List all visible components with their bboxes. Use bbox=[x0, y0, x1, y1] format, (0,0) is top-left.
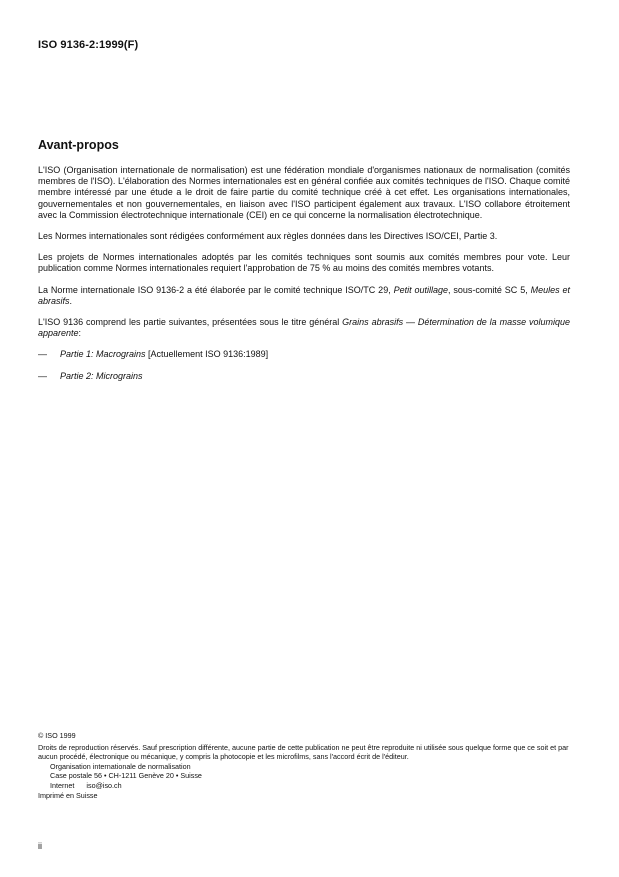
list-item-label: Partie 2: Micrograins bbox=[60, 370, 143, 381]
dash-bullet: — bbox=[38, 370, 47, 381]
copyright-line: © ISO 1999 bbox=[38, 731, 76, 740]
section-heading: Avant-propos bbox=[38, 138, 119, 152]
emphasis-text: Petit outillage bbox=[393, 284, 449, 295]
paragraph-4: La Norme internationale ISO 9136-2 a été élaborée par le comité technique ISO/TC 29, Petit outillage, sous-comité SC 5, Meules et abrasifs. bbox=[38, 284, 570, 306]
list-item bbox=[38, 349, 570, 360]
postal-address: Case postale 56 • CH-1211 Genève 20 • Suisse bbox=[50, 771, 202, 781]
emphasis-text: Meules et abrasifs bbox=[38, 284, 570, 306]
foreword-body bbox=[38, 165, 570, 392]
paragraph-1: L'ISO (Organisation internationale de normalisation) est une fédération mondiale d'organismes nationaux de normalisation (comités membres de l'ISO). L'élaboration des Normes internationales est en général confiée aux comités techniques de l'ISO. Chaque comité membre intéressé par une étude a le droit de faire partie du comité technique créé à cet effet. Les organisations internationales, gouvernementales et non gouvernementales, en liaison avec l'ISO participent également aux travaux. L'ISO collabore étroitement avec la Commission électrotechnique internationale (CEI) en ce qui concerne la normalisation électrotechnique. bbox=[38, 165, 570, 220]
internet-email[interactable]: iso@iso.ch bbox=[86, 780, 122, 790]
org-name: Organisation internationale de normalisation bbox=[50, 761, 191, 771]
list-item bbox=[38, 371, 570, 382]
paragraph-5: L'ISO 9136 comprend les partie suivantes, présentées sous le titre général Grains abrasifs — Détermination de la masse volumique apparente: bbox=[38, 317, 570, 339]
page-number: ii bbox=[38, 841, 42, 851]
copyright-footer bbox=[38, 731, 578, 800]
printed-in: Imprimé en Suisse bbox=[38, 790, 98, 800]
paragraph-3: Les projets de Normes internationales adoptés par les comités techniques sont soumis aux comités membres pour vote. Leur publication comme Normes internationales requiert l'approbation de 75 % au moins des comités membres votants. bbox=[38, 252, 570, 274]
internet-label: Internet bbox=[50, 780, 75, 790]
rights-text: Droits de reproduction réservés. Sauf prescription différente, aucune partie de cette publication ne peut être reproduite ni utilisée sous quelque forme que ce soit et par aucun procédé, électronique ou mécanique, y compris la photocopie et les microfilms, sans l'accord écrit de l'éditeur. bbox=[38, 742, 569, 762]
paragraph-2: Les Normes internationales sont rédigées conformément aux règles données dans les Directives ISO/CEI, Partie 3. bbox=[38, 231, 498, 242]
dash-bullet: — bbox=[38, 349, 47, 360]
document-id: ISO 9136-2:1999(F) bbox=[38, 39, 139, 51]
emphasis-text: Grains abrasifs — Détermination de la masse volumique apparente bbox=[38, 317, 570, 339]
list-item-label: Partie 1: Macrograins bbox=[60, 349, 146, 360]
internet-row bbox=[38, 781, 578, 791]
list-item-note: [Actuellement ISO 9136:1989] bbox=[145, 349, 269, 360]
